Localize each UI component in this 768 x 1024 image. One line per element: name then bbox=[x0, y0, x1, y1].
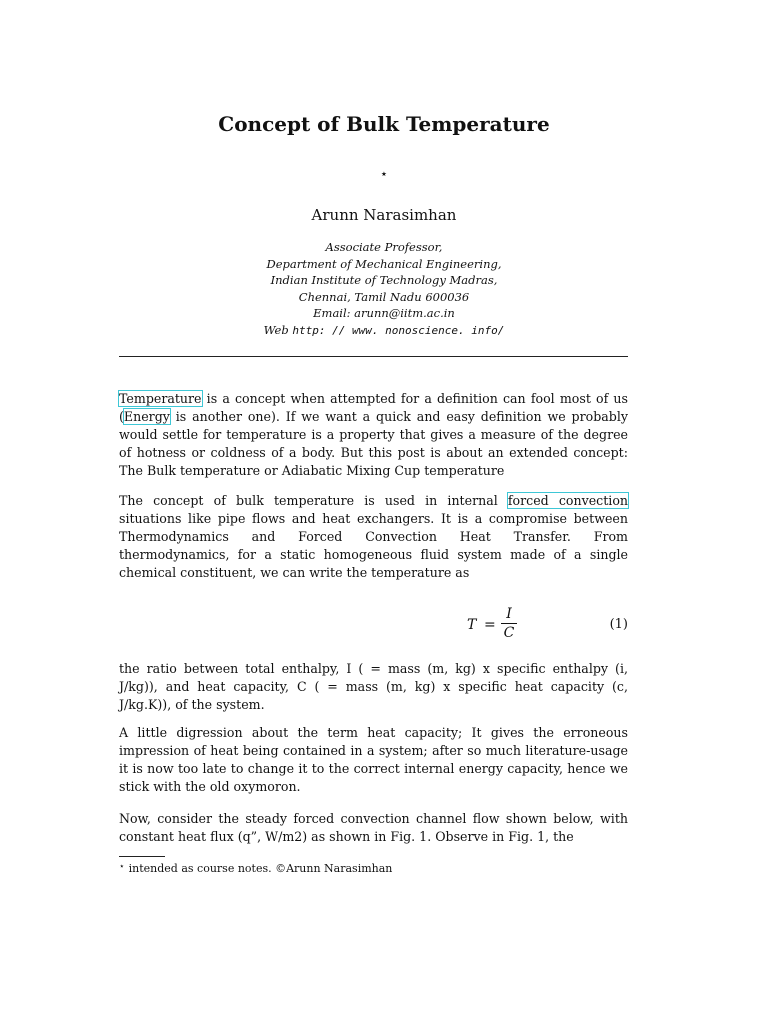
forced-convection-link[interactable]: forced convection bbox=[507, 493, 629, 508]
energy-link[interactable]: Energy bbox=[123, 409, 170, 424]
footnote bbox=[119, 860, 392, 876]
author-name: Arunn Narasimhan bbox=[311, 206, 457, 224]
affiliation-department: Department of Mechanical Engineering, bbox=[266, 256, 502, 271]
paragraph-2-text-a: The concept of bulk temperature is used in internal bbox=[119, 493, 508, 508]
footnote-text: intended as course notes. ©Arunn Narasimhan bbox=[128, 862, 393, 875]
title-footnote-mark: ⋆ bbox=[379, 167, 389, 182]
paper-title: Concept of Bulk Temperature bbox=[218, 112, 550, 136]
equation-lhs: T bbox=[467, 617, 477, 633]
paragraph-1 bbox=[119, 390, 628, 480]
equation-fraction bbox=[501, 606, 517, 641]
paragraph-1-text-a: is a concept when attempted for a definition can fool most of us ( bbox=[119, 391, 628, 424]
affiliation-web bbox=[0, 322, 768, 340]
equation-1 bbox=[119, 606, 628, 646]
equation-equals: = bbox=[484, 617, 496, 633]
paragraph-5-text: Now, consider the steady forced convection channel flow shown below, with constant heat flux (q”, W/m2) as shown in Fig. 1. Observe in Fig. 1, the bbox=[119, 811, 628, 844]
affiliation-email: Email: arunn@iitm.ac.in bbox=[313, 306, 455, 320]
temperature-link[interactable]: Temperature bbox=[119, 391, 202, 406]
affiliation-institute: Indian Institute of Technology Madras, bbox=[270, 273, 498, 287]
paragraph-3-text: the ratio between total enthalpy, I ( = mass (m, kg) x specific enthalpy (i, J/kg)), and heat capacity, C ( = mass (m, kg) x specific heat capacity (c, J/kg.K)), of the system. bbox=[119, 661, 628, 712]
paragraph-4-text: A little digression about the term heat capacity; It gives the erroneous impression of heat being contained in a system; after so much literature-usage it is now too late to change it to the correct internal energy capacity, hence we stick with the old oxymoron. bbox=[119, 725, 628, 794]
paragraph-2 bbox=[119, 492, 628, 582]
equation-number: (1) bbox=[609, 617, 628, 632]
affiliation-address: Chennai, Tamil Nadu 600036 bbox=[298, 289, 470, 304]
paragraph-5 bbox=[119, 810, 628, 846]
equation-numerator: I bbox=[506, 606, 512, 622]
equation-denominator: C bbox=[503, 625, 515, 641]
web-label: Web bbox=[263, 322, 289, 337]
paragraph-3 bbox=[119, 660, 628, 714]
paragraph-4 bbox=[119, 724, 628, 796]
paragraph-1-text-b: is another one). If we want a quick and easy definition we probably would settle for temperature is a property that gives a measure of the degree of hotness or coldness of a body. But this post is about an extended concept: The Bulk temperature or Adiabatic Mixing Cup temperature bbox=[119, 409, 628, 478]
affiliation-position: Associate Professor, bbox=[325, 240, 443, 254]
footnote-divider bbox=[119, 856, 165, 857]
paragraph-2-text-b: situations like pipe flows and heat exchangers. It is a compromise between Thermodynamics and Forced Convection Heat Transfer. From thermodynamics, for a static homogeneous fluid system made of a single chemical constituent, we can write the temperature as bbox=[119, 511, 628, 580]
header-divider bbox=[119, 356, 628, 357]
footnote-mark: ⋆ bbox=[119, 862, 125, 872]
author-affiliation bbox=[0, 239, 768, 339]
fraction-bar bbox=[501, 623, 517, 624]
web-url-link[interactable]: http: // www. nonoscience. info/ bbox=[292, 323, 505, 337]
